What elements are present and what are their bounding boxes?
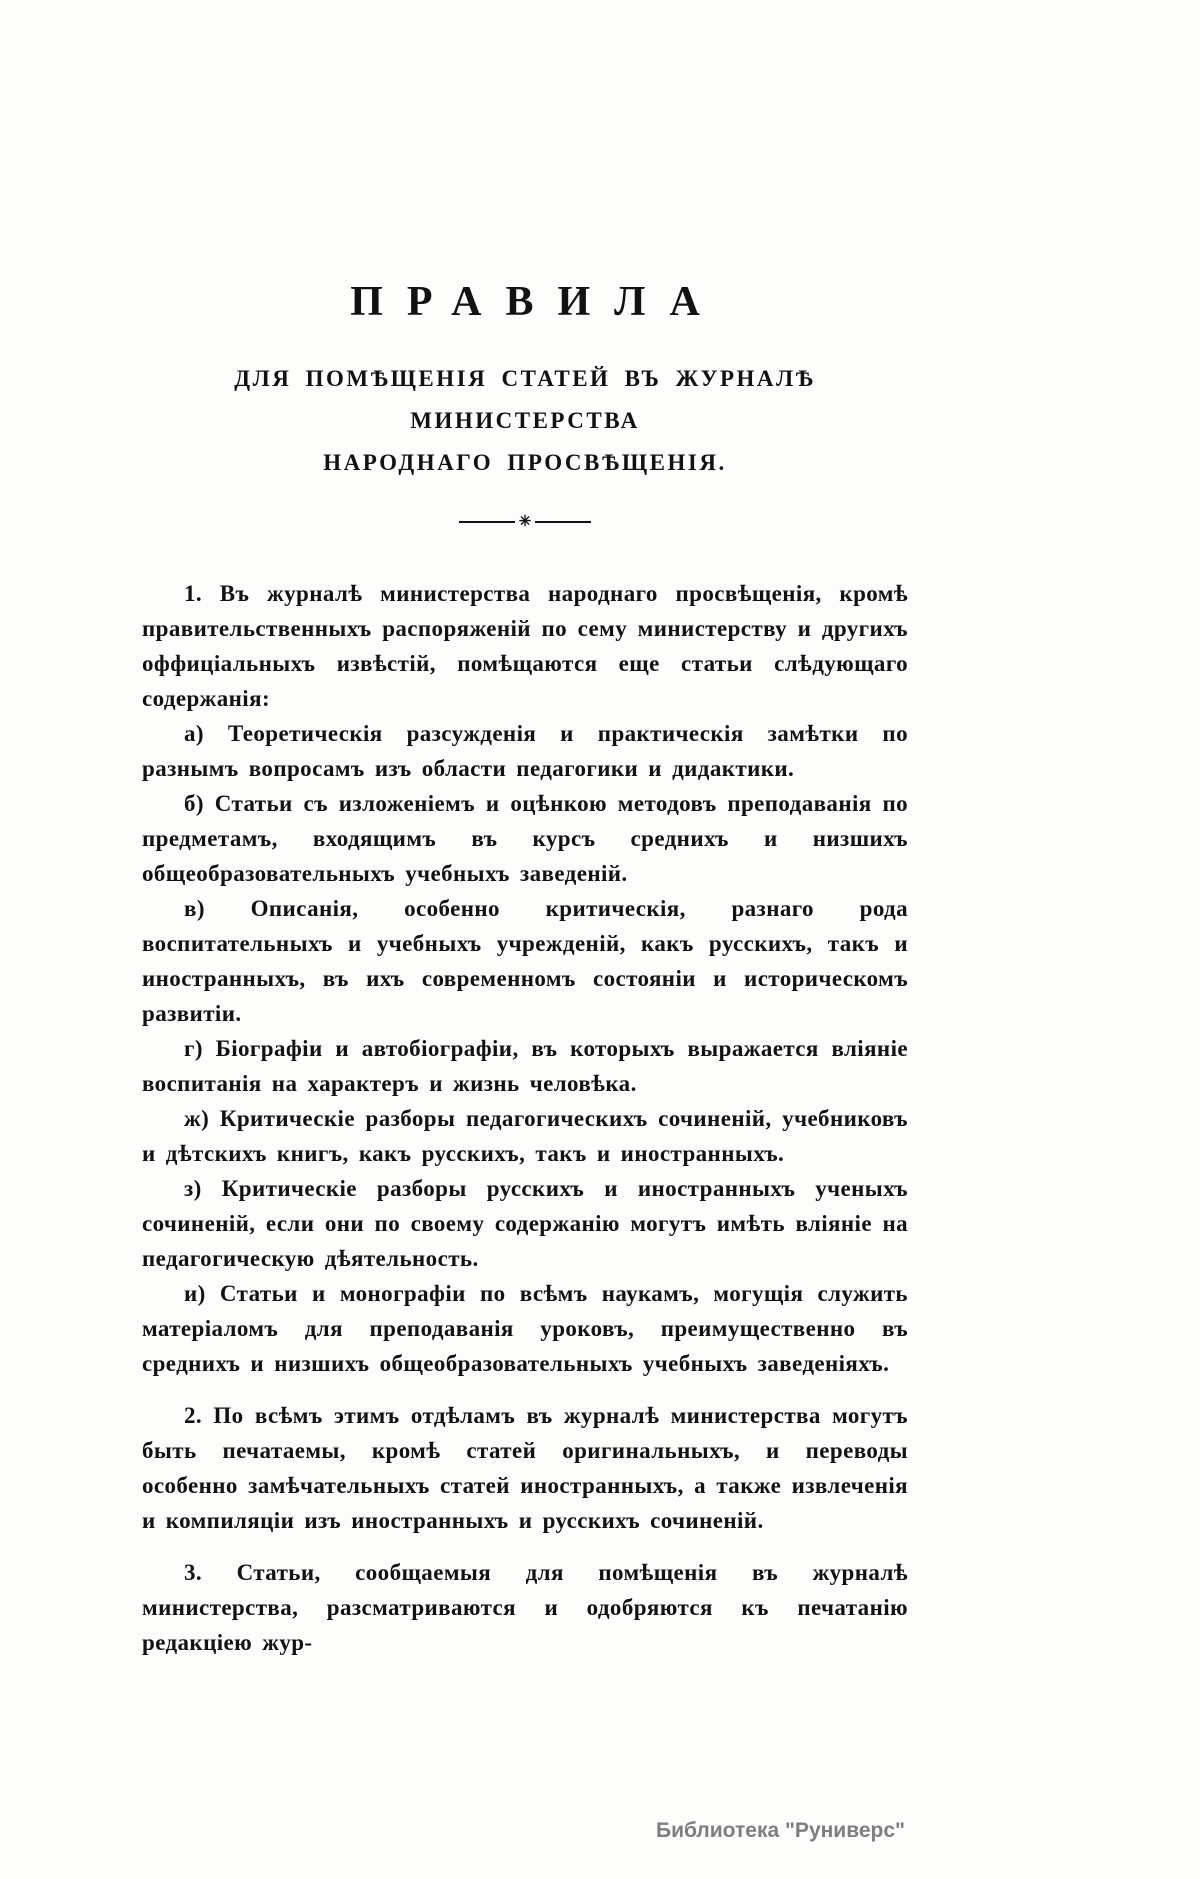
subtitle-line-1: ДЛЯ ПОМѢЩЕНІЯ СТАТЕЙ ВЪ ЖУРНАЛѢ МИНИСТЕРСТВА (234, 366, 816, 433)
paragraph-rule-3: 3. Статьи, сообщаемыя для помѣщенія въ журналѣ министерства, разсматриваются и одобряются къ печатанію редакціею жур- (142, 1560, 908, 1655)
paragraph-item-v: в) Описанія, особенно критическія, разнаго рода воспитательныхъ и учебныхъ учрежденій, какъ русскихъ, такъ и иностранныхъ, въ ихъ современномъ состояніи и историческомъ развитіи. (142, 896, 908, 1026)
paragraph-item-z: з) Критическіе разборы русскихъ и иностранныхъ ученыхъ сочиненій, если они по своему содержанію могутъ имѣть вліяніе на педагогическую дѣятельность. (142, 1176, 908, 1271)
section-divider (142, 514, 908, 530)
page-subtitle (142, 358, 908, 484)
document-page (142, 278, 908, 1660)
document-body (142, 576, 908, 1660)
paragraph-rule-2: 2. По всѣмъ этимъ отдѣламъ въ журналѣ министерства могутъ быть печатаемы, кромѣ статей оригинальныхъ, и переводы особенно замѣчательныхъ статей иностранныхъ, а также извлеченія и компиляціи изъ иностранныхъ и русскихъ сочиненій. (142, 1403, 908, 1533)
paragraph-item-b: б) Статьи съ изложеніемъ и оцѣнкою методовъ преподаванія по предметамъ, входящимъ въ курсъ среднихъ и низшихъ общеобразовательныхъ учебныхъ заведеній. (142, 791, 908, 886)
paragraph-rule-1: 1. Въ журналѣ министерства народнаго просвѣщенія, кромѣ правительственныхъ распоряженій по сему министерству и другихъ оффиціальныхъ извѣстій, помѣщаются еще статьи слѣдующаго содержанія: (142, 581, 908, 711)
divider-rule-right (535, 521, 591, 523)
divider-rule-left (459, 521, 515, 523)
paragraph-item-i: и) Статьи и монографіи по всѣмъ наукамъ, могущія служить матеріаломъ для преподаванія уроковъ, преимущественно въ среднихъ и низшихъ общеобразовательныхъ учебныхъ заведеніяхъ. (142, 1281, 908, 1376)
paragraph-item-g: г) Біографіи и автобіографіи, въ которыхъ выражается вліяніе воспитанія на характеръ и жизнь человѣка. (142, 1036, 908, 1096)
paragraph-item-zh: ж) Критическіе разборы педагогическихъ сочиненій, учебниковъ и дѣтскихъ книгъ, какъ русскихъ, такъ и иностранныхъ. (142, 1106, 908, 1166)
divider-ornament-icon: ✳ (518, 513, 532, 530)
library-watermark: Библиотека "Руниверс" (655, 1819, 905, 1842)
paragraph-item-a: а) Теоретическія разсужденія и практическія замѣтки по разнымъ вопросамъ изъ области педагогики и дидактики. (142, 721, 908, 781)
subtitle-line-2: НАРОДНАГО ПРОСВѢЩЕНІЯ. (323, 450, 727, 475)
page-title: ПРАВИЛА (350, 279, 724, 325)
